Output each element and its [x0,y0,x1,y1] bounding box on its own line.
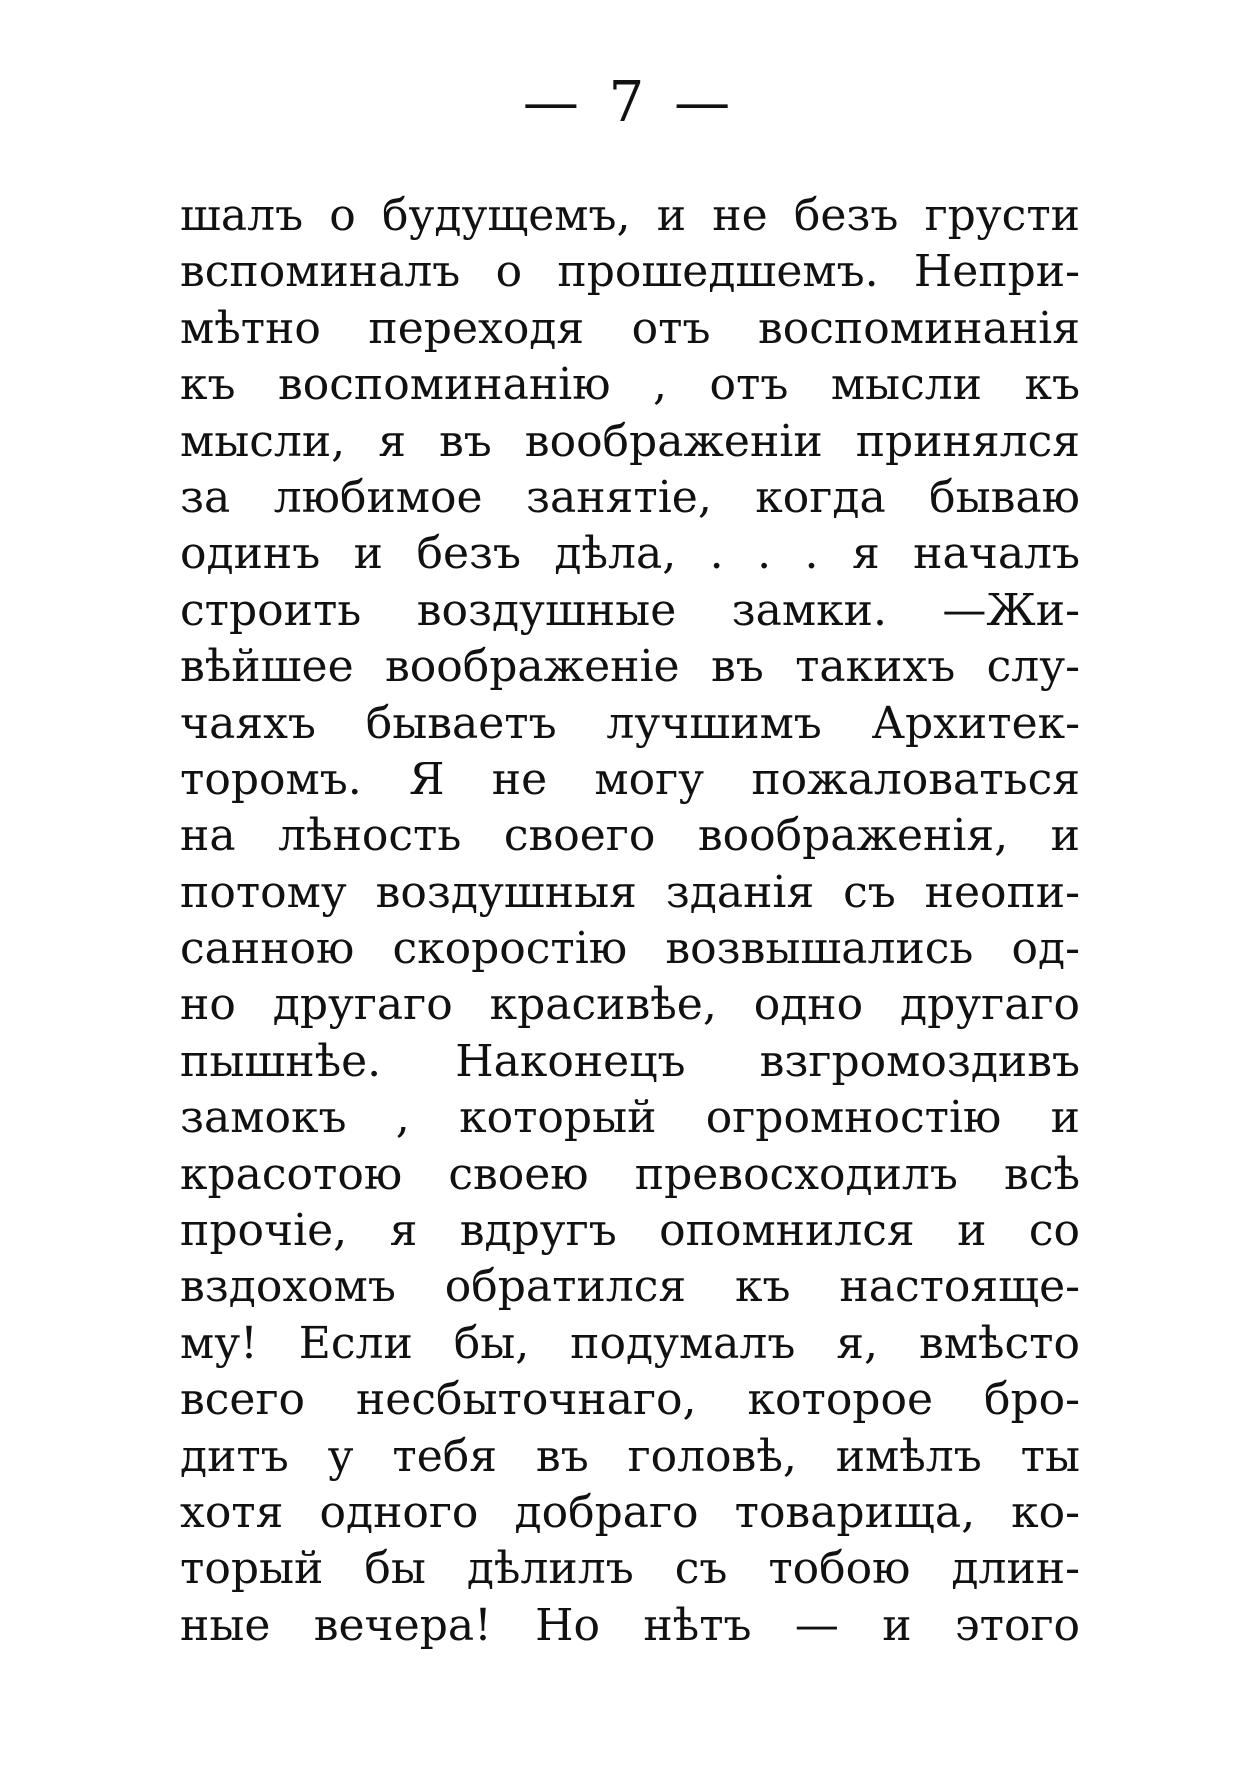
text-line: вспоминалъ о прошедшемъ. Непри- [180,246,1080,298]
text-line: мѣтно переходя отъ воспоминанія [180,302,1080,354]
text-line: дитъ у тебя въ головѣ, имѣлъ ты [180,1430,1080,1482]
text-line: всего несбыточнаго, которое бро- [180,1374,1080,1426]
text-line: но другаго красивѣе, одно другаго [180,979,1080,1031]
text-line: мысли, я въ воображеніи принялся [180,415,1080,467]
text-line: вѣйшее воображеніе въ такихъ слу- [180,641,1080,693]
text-line: шалъ о будущемъ, и не безъ грусти [180,190,1080,241]
text-line: красотою своею превосходилъ всѣ [180,1148,1080,1200]
text-line: за любимое занятіе, когда бываю [180,471,1080,523]
text-line: санною скоростію возвышались од- [180,923,1080,975]
text-line: пышнѣе. Наконецъ взгромоздивъ [180,1035,1080,1087]
text-line: прочіе, я вдругъ опомнился и со [180,1205,1080,1257]
text-line: замокъ , который огромностію и [180,1092,1080,1144]
text-line: потому воздушныя зданія съ неопи- [180,866,1080,918]
text-line: му! Если бы, подумалъ я, вмѣсто [180,1317,1080,1369]
text-line: чаяхъ бываетъ лучшимъ Архитек- [180,697,1080,749]
body-text [180,188,1080,1654]
text-line: на лѣность своего воображенія, и [180,810,1080,862]
text-line: вздохомъ обратился къ настояще- [180,1261,1080,1313]
text-line: торомъ. Я не могу пожаловаться [180,753,1080,805]
text-line: строить воздушные замки. —Жи- [180,584,1080,636]
text-line: къ воспоминанію , отъ мысли къ [180,359,1080,411]
text-line: одинъ и безъ дѣла, . . . я началъ [180,528,1080,580]
page-number: — 7 — [522,70,737,135]
text-line: ные вечера! Но нѣтъ — и этого [180,1599,1080,1651]
text-line: торый бы дѣлилъ съ тобою длин- [180,1543,1080,1595]
text-line: хотя одного добраго товарища, ко- [180,1486,1080,1538]
